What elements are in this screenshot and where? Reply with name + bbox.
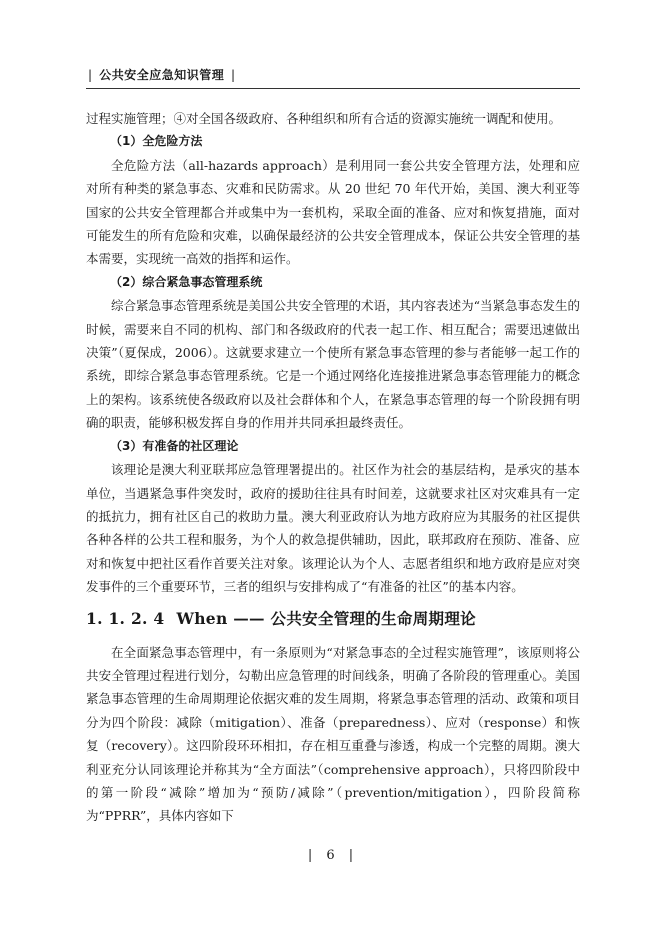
paragraph-prepared-community: 该理论是澳大利亚联邦应急管理署提出的。社区作为社会的基层结构，是承灾的基本单位，当遇紧急事件突发时，政府的援助往往具有时间差，这就要求社区对灾难具有一定的抵抗力，拥有社区自己的救助力量。澳大利亚政府认为地方政府应为其服务的社区提供各种各样的公共工程和服务，为个人的救急提供辅助，因此，联邦政府在预防、准备、应对和恢复中把社区看作首要关注对象。该理论认为个人、志愿者组织和地方政府是应对突发事件的三个重要环节，三者的组织与安排构成了“有准备的社区”的基本内容。 (86, 462, 580, 595)
running-header (86, 66, 237, 83)
header-title: 公共安全应急知识管理 (99, 68, 225, 82)
footer-bar-right: | (348, 848, 354, 863)
paragraph-life-cycle: 在全面紧急事态管理中，有一条原则为“对紧急事态的全过程实施管理”，该原则将公共安全管理过程进行划分，勾勒出应急管理的时间线条，明确了各阶段的管理重心。美国紧急事态管理的生命周期理论依据灾难的发生周期，将紧急事态管理的活动、政策和项目分为四个阶段：减除（mitigation）、准备（preparedness）、应对（response）和恢复（recovery）。这四阶段环环相扣，存在相互重叠与渗透，构成一个完整的周期。澳大利亚充分认同该理论并称其为“全方面法”（comprehensive approach），只将四阶段中的第一阶段“减除”增加为“预防/减除”（prevention/mitigation），四阶段简称为“PPRR”，具体内容如下 (86, 644, 580, 824)
header-bar-left: | (88, 68, 93, 82)
paragraph-continued: 过程实施管理；④对全国各级政府、各种组织和所有合适的资源实施统一调配和使用。 (86, 111, 562, 126)
page-footer (0, 848, 661, 863)
header-bar-right: | (230, 68, 236, 82)
subheading-all-hazards: （1）全危险方法 (110, 134, 203, 149)
footer-bar-left: | (307, 848, 313, 863)
section-number: 1. 1. 2. 4 (86, 608, 165, 628)
body-text (86, 107, 580, 828)
paragraph-integrated-system: 综合紧急事态管理系统是美国公共安全管理的术语，其内容表述为“当紧急事态发生的时候，需要来自不同的机构、部门和各级政府的代表一起工作、相互配合；需要迅速做出决策”（夏保成，2006）。这就要求建立一个使所有紧急事态管理的参与者能够一起工作的系统，即综合紧急事态管理系统。它是一个通过网络化连接推进紧急事态管理能力的概念上的架构。该系统使各级政府以及社会群体和个人，在紧急事态管理的每一个阶段拥有明确的职责，能够积极发挥自身的作用并共同承担最终责任。 (86, 298, 580, 431)
subheading-prepared-community: （3）有准备的社区理论 (110, 438, 239, 453)
paragraph-all-hazards: 全危险方法（all-hazards approach）是利用同一套公共安全管理方法，处理和应对所有种类的紧急事态、灾难和民防需求。从 20 世纪 70 年代开始，美国、澳大利亚等国家的公共安全管理都合并或集中为一套机构，采取全面的准备、应对和恢复措施，面对可能发生的所有危险和灾难，以确保最经济的公共安全管理成本，保证公共安全管理的基本需要，实现统一高效的指挥和运作。 (86, 157, 580, 267)
page-number: 6 (326, 848, 335, 863)
section-title: When —— 公共安全管理的生命周期理论 (176, 608, 476, 628)
header-rule (86, 88, 580, 89)
section-heading (86, 605, 580, 633)
subheading-integrated-system: （2）综合紧急事态管理系统 (110, 274, 263, 289)
